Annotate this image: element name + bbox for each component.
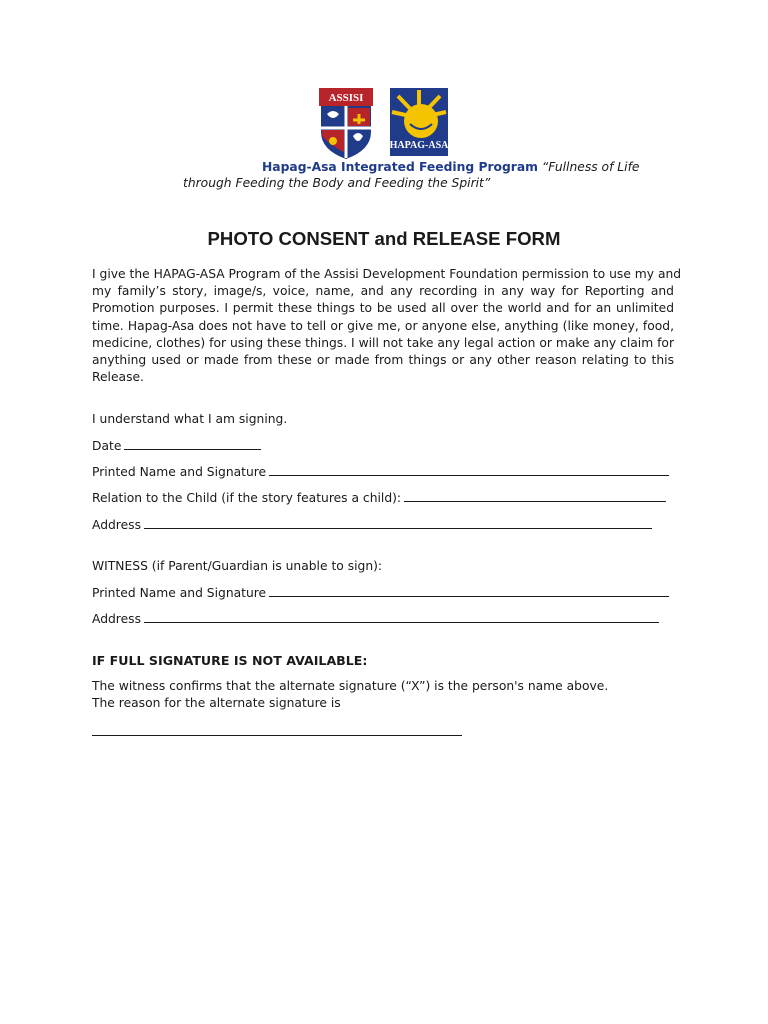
relation-field[interactable] — [404, 490, 666, 502]
date-label: Date — [92, 439, 122, 453]
understand-statement: I understand what I am signing. — [92, 412, 288, 426]
alternate-reason-label: The reason for the alternate signature is — [92, 696, 341, 710]
relation-label: Relation to the Child (if the story features a child): — [92, 491, 402, 505]
paragraph-line: I give the HAPAG-ASA Program of the Assisi Development Foundation permission to use my and — [92, 267, 682, 281]
paragraph-line: medicine, clothes) for using these things. I will not take any legal action or make any claim for — [92, 335, 674, 350]
witness-heading: WITNESS (if Parent/Guardian is unable to sign): — [92, 559, 383, 573]
paragraph-line: time. Hapag-Asa does not have to tell or give me, or anyone else, anything (like money, food, — [92, 318, 674, 333]
form-title: PHOTO CONSENT and RELEASE FORM — [207, 228, 561, 249]
witness-printed-name-label: Printed Name and Signature — [92, 586, 267, 600]
witness-address-field[interactable] — [144, 611, 659, 623]
alternate-reason-field[interactable] — [92, 724, 462, 736]
date-field[interactable] — [124, 438, 261, 450]
consent-paragraph — [92, 266, 682, 386]
printed-name-label: Printed Name and Signature — [92, 465, 267, 479]
paragraph-line: Release. — [92, 370, 144, 385]
paragraph-line: Promotion purposes. I permit these things to be used all over the world and for an unlimited — [92, 301, 674, 316]
hapag-asa-logo-text: HAPAG-ASA — [390, 140, 448, 151]
paragraph-line: anything used or made from these or made from things or any other reason relating to this — [92, 353, 674, 368]
assisi-shield-logo — [319, 88, 373, 160]
date-field-row — [92, 438, 261, 453]
printed-name-signature-field[interactable] — [269, 464, 669, 476]
witness-address-row — [92, 611, 659, 626]
alternate-reason-row — [92, 724, 462, 739]
witness-printed-name-row — [92, 585, 669, 600]
program-tagline — [262, 160, 639, 174]
printed-name-row — [92, 464, 669, 479]
motto-line-1: “Fullness of Life — [541, 160, 640, 174]
address-field[interactable] — [144, 517, 652, 529]
program-name: Hapag-Asa Integrated Feeding Program — [262, 160, 538, 174]
assisi-logo-text: ASSISI — [328, 92, 364, 104]
hapag-asa-sun-logo — [390, 88, 448, 156]
alternate-signature-heading: IF FULL SIGNATURE IS NOT AVAILABLE: — [92, 653, 368, 668]
address-row — [92, 517, 652, 532]
witness-printed-name-signature-field[interactable] — [269, 585, 669, 597]
relation-row — [92, 490, 666, 505]
paragraph-line: my family’s story, image/s, voice, name, and any recording in any way for Reporting and — [92, 284, 674, 299]
witness-address-label: Address — [92, 612, 141, 626]
alternate-confirmation: The witness confirms that the alternate signature (“X”) is the person's name above. — [92, 679, 609, 693]
motto-line-2: through Feeding the Body and Feeding the Spirit” — [183, 176, 491, 190]
address-label: Address — [92, 518, 141, 532]
